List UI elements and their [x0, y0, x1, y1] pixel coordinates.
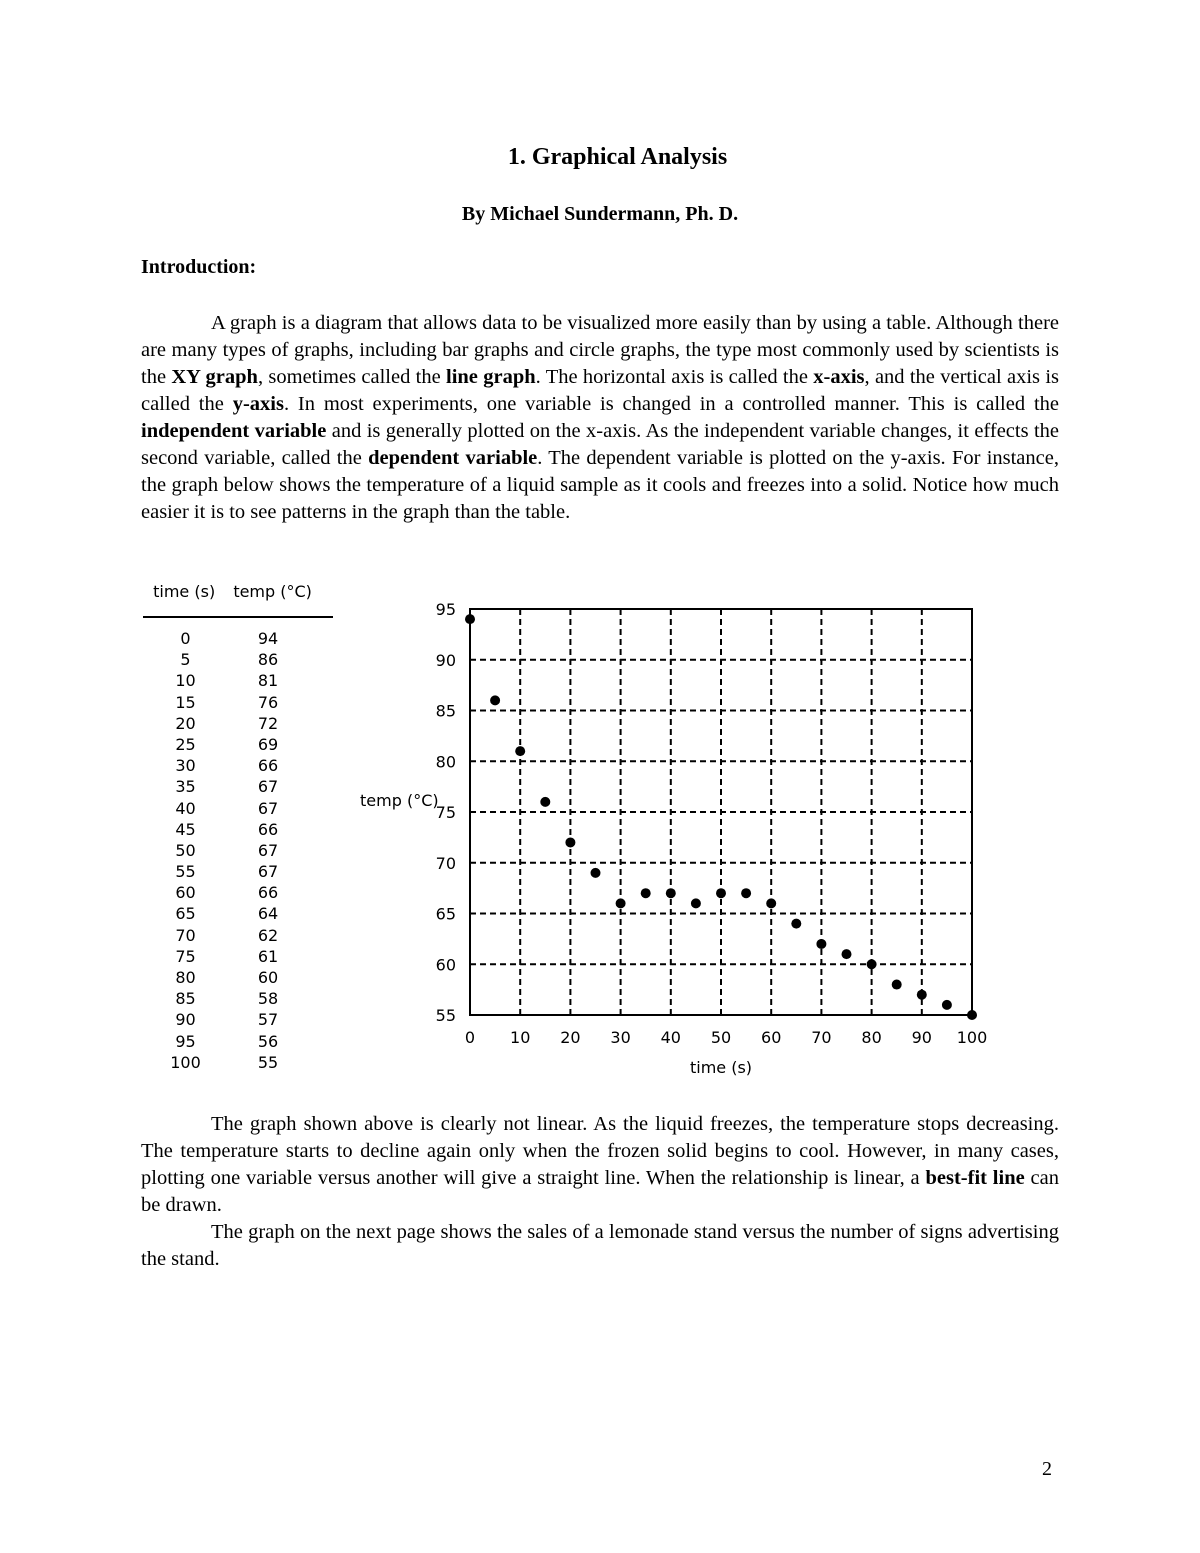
data-point: [942, 1000, 952, 1010]
x-tick-label: 30: [610, 1028, 631, 1047]
time-cell: 65: [175, 904, 196, 924]
time-cell: 5: [180, 650, 191, 670]
text-run: The graph shown above is clearly not linear. As the liquid freezes, the temperature stops decreasing. The temperature starts to decline again only when the frozen solid begins to cool. However, in many cases, plotting one variable versus another will give a straight line. When the relationship is linear, a: [141, 1113, 1059, 1189]
data-point: [465, 614, 475, 624]
time-cell: 35: [175, 777, 196, 797]
table-row: [143, 776, 335, 797]
data-point: [565, 837, 575, 847]
data-point: [641, 888, 651, 898]
bold-term: best-fit line: [925, 1167, 1025, 1189]
text-run: , sometimes called the: [257, 366, 447, 388]
x-tick-label: 0: [464, 1028, 476, 1047]
table-row: [143, 840, 335, 861]
page-title: 1. Graphical Analysis: [507, 144, 728, 170]
table-row: [143, 882, 335, 903]
temp-cell: 67: [257, 862, 279, 882]
time-cell: 75: [175, 946, 196, 966]
time-cell: 60: [175, 883, 196, 903]
time-cell: 10: [175, 671, 196, 691]
table-row: [143, 1031, 335, 1052]
text-run: can be drawn.: [141, 1167, 1059, 1216]
temp-cell: 72: [257, 713, 279, 733]
table-row: [143, 988, 335, 1009]
time-cell: 100: [170, 1052, 201, 1072]
table-row: [143, 861, 335, 882]
x-tick-label: 90: [911, 1028, 932, 1047]
data-point: [766, 898, 776, 908]
bold-term: independent variable: [141, 420, 327, 442]
temp-cell: 67: [257, 840, 279, 860]
data-point: [540, 797, 550, 807]
intro-paragraph: [141, 310, 1059, 526]
table-header-time: time (s): [153, 582, 216, 601]
text-run: The graph on the next page shows the sales of a lemonade stand versus the number of signs advertising the stand.: [141, 1221, 1059, 1270]
data-point: [741, 888, 751, 898]
y-tick-label: 90: [435, 650, 456, 670]
data-point: [515, 746, 525, 756]
text-run: . The dependent variable is plotted on the y-axis. For instance, the graph below shows the temperature of a liquid sample as it cools and freezes into a solid. Notice how much easier it is to see patterns in the graph than the table.: [141, 447, 1059, 523]
table-row: [143, 819, 335, 840]
temperature-cooling-chart: [350, 595, 1010, 1085]
table-header-rule: [143, 616, 333, 618]
data-point: [892, 980, 902, 990]
table-row: [143, 713, 335, 734]
intro-paragraph-text: [141, 310, 1059, 526]
author-line: By Michael Sundermann, Ph. D.: [461, 203, 739, 225]
time-cell: 45: [175, 819, 196, 839]
temp-cell: 66: [257, 819, 279, 839]
bold-term: line graph: [446, 366, 536, 388]
text-run: and is generally plotted on the x-axis. As the independent variable changes, it effects the second variable, called the: [141, 420, 1059, 469]
table-row: [143, 628, 335, 649]
y-tick-label: 65: [435, 904, 456, 924]
temp-cell: 64: [257, 904, 279, 924]
temp-cell: 60: [257, 968, 279, 987]
table-row: [143, 734, 335, 755]
time-cell: 85: [175, 989, 196, 1009]
analysis-paragraph-1: [141, 1111, 1059, 1219]
table-row: [143, 692, 335, 713]
y-tick-label: 60: [435, 955, 456, 975]
introduction-heading: Introduction:: [141, 256, 257, 278]
y-tick-label: 75: [435, 803, 456, 822]
data-point: [917, 990, 927, 1000]
x-tick-label: 60: [761, 1028, 782, 1047]
data-point: [842, 949, 852, 959]
time-cell: 50: [175, 840, 196, 860]
table-row: [143, 1052, 335, 1073]
y-tick-label: 85: [435, 701, 456, 721]
temp-cell: 69: [257, 734, 279, 754]
table-row: [143, 903, 335, 924]
text-run: A graph is a diagram that allows data to be visualized more easily than by using a table. Although there are many types of graphs, including bar graphs and circle graphs, the type most commonly used by scientists is the: [141, 312, 1059, 388]
temp-cell: 67: [257, 777, 279, 797]
bold-term: dependent variable: [368, 447, 538, 469]
bold-term: y-axis: [232, 393, 284, 415]
bold-term: x-axis: [813, 366, 865, 388]
page-number: 2: [1042, 1458, 1052, 1480]
temp-cell: 61: [257, 946, 279, 966]
data-point: [591, 868, 601, 878]
x-axis-label: time (s): [689, 1058, 753, 1077]
y-axis-label: temp (°C): [360, 790, 439, 810]
y-tick-label: 70: [435, 853, 456, 873]
analysis-paragraph-2: [141, 1219, 1059, 1273]
data-point: [691, 898, 701, 908]
temp-cell: 57: [257, 1010, 279, 1030]
temp-cell: 55: [257, 1052, 279, 1072]
table-row: [143, 649, 335, 670]
text-run: . The horizontal axis is called the: [535, 366, 814, 388]
x-tick-label: 100: [956, 1028, 988, 1047]
time-cell: 0: [180, 629, 191, 648]
table-row: [143, 670, 335, 691]
time-cell: 95: [175, 1031, 196, 1051]
y-tick-label: 80: [435, 752, 456, 772]
data-point: [816, 939, 826, 949]
data-point: [867, 959, 877, 969]
data-point: [616, 898, 626, 908]
time-cell: 20: [175, 713, 196, 733]
time-cell: 55: [175, 862, 196, 882]
table-row: [143, 925, 335, 946]
temp-cell: 67: [257, 798, 279, 818]
table-row: [143, 1009, 335, 1030]
temp-cell: 66: [257, 883, 279, 903]
bold-term: XY graph: [171, 366, 258, 388]
time-cell: 25: [175, 734, 196, 754]
data-point: [716, 888, 726, 898]
y-tick-label: 55: [435, 1006, 456, 1025]
y-tick-label: 95: [435, 600, 456, 619]
time-cell: 70: [175, 925, 196, 945]
temp-cell: 94: [257, 629, 279, 648]
temp-cell: 58: [257, 989, 279, 1009]
x-tick-label: 80: [861, 1028, 882, 1047]
time-cell: 80: [175, 968, 196, 987]
table-row: [143, 967, 335, 988]
x-tick-label: 10: [510, 1028, 531, 1047]
time-cell: 40: [175, 798, 196, 818]
data-point: [666, 888, 676, 898]
x-tick-label: 20: [560, 1028, 581, 1047]
data-table: [143, 582, 335, 1073]
x-tick-label: 50: [710, 1028, 732, 1047]
text-run: . In most experiments, one variable is changed in a controlled manner. This is called the: [283, 393, 1059, 415]
text-run: , and the vertical axis is called the: [141, 366, 1060, 415]
time-cell: 90: [175, 1010, 196, 1030]
temp-cell: 81: [257, 671, 279, 691]
table-header-temp: temp (°C): [233, 582, 312, 601]
x-tick-label: 70: [811, 1028, 832, 1047]
temp-cell: 86: [257, 650, 279, 670]
table-row: [143, 755, 335, 776]
x-tick-label: 40: [660, 1028, 681, 1047]
data-point: [791, 919, 801, 929]
temp-cell: 76: [257, 692, 279, 712]
data-point: [490, 695, 500, 705]
table-row: [143, 798, 335, 819]
data-point: [967, 1010, 977, 1020]
temp-cell: 62: [257, 925, 279, 945]
temp-cell: 66: [257, 756, 279, 776]
time-cell: 30: [175, 756, 196, 776]
analysis-paragraphs: [141, 1111, 1059, 1273]
table-header: [143, 582, 335, 610]
time-cell: 15: [175, 692, 196, 712]
table-body: [143, 628, 335, 1073]
table-row: [143, 946, 335, 967]
temp-cell: 56: [257, 1031, 279, 1051]
